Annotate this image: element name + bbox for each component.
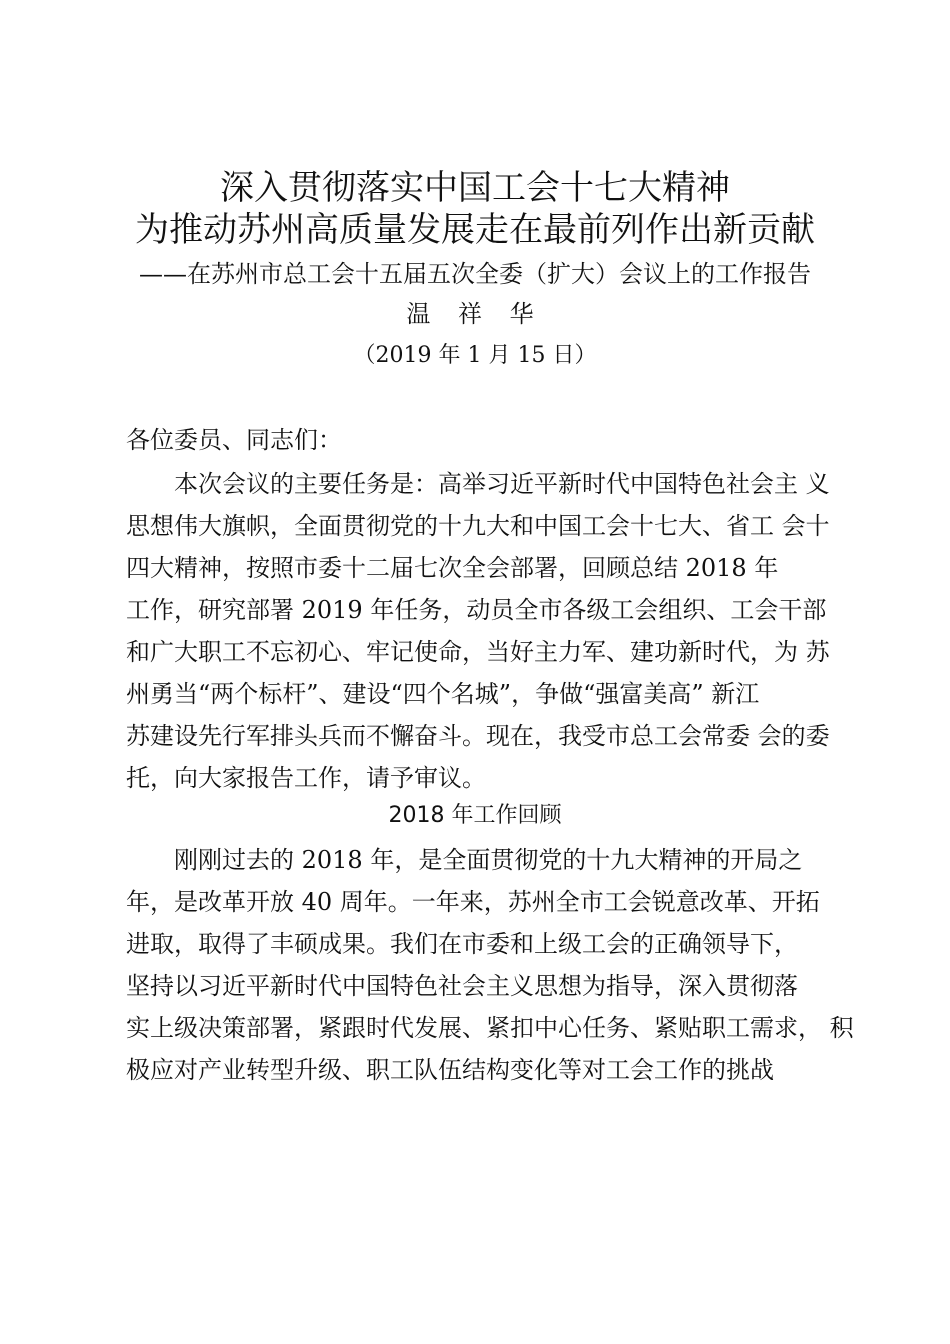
title-line-2: 为推动苏州高质量发展走在最前列作出新贡献 xyxy=(135,210,815,250)
paragraph-line: 州勇当“两个标杆”、建设“四个名城”，争做“强富美高” 新江 xyxy=(126,680,760,708)
paragraph-line: 极应对产业转型升级、职工队伍结构变化等对工会工作的挑战 xyxy=(126,1056,774,1084)
paragraph-line: 和广大职工不忘初心、牢记使命，当好主力军、建功新时代，为 苏 xyxy=(126,638,830,666)
paragraph-line: 四大精神，按照市委十二届七次全会部署，回顾总结 2018 年 xyxy=(126,554,779,582)
paragraph-line: 实上级决策部署，紧跟时代发展、紧扣中心任务、紧贴职工需求， 积 xyxy=(126,1014,854,1042)
report-date: （2019 年 1 月 15 日） xyxy=(353,343,597,368)
title-line-1: 深入贯彻落实中国工会十七大精神 xyxy=(220,168,730,208)
section-heading: 2018 年工作回顾 xyxy=(388,803,562,828)
paragraph-line: 托，向大家报告工作，请予审议。 xyxy=(126,764,486,792)
paragraph-line: 本次会议的主要任务是：高举习近平新时代中国特色社会主 义 xyxy=(174,470,830,498)
paragraph-line: 刚刚过去的 2018 年，是全面贯彻党的十九大精神的开局之 xyxy=(174,846,803,874)
paragraph-line: 坚持以习近平新时代中国特色社会主义思想为指导，深入贯彻落 xyxy=(126,972,798,1000)
author: 温 祥 华 xyxy=(406,300,544,328)
paragraph-line: 思想伟大旗帜，全面贯彻党的十九大和中国工会十七大、省工 会十 xyxy=(126,512,830,540)
salutation: 各位委员、同志们： xyxy=(126,426,342,454)
paragraph-line: 年，是改革开放 40 周年。一年来，苏州全市工会锐意改革、开拓 xyxy=(126,888,820,916)
subtitle: ——在苏州市总工会十五届五次全委（扩大）会议上的工作报告 xyxy=(139,260,811,288)
paragraph-line: 工作，研究部署 2019 年任务，动员全市各级工会组织、工会干部 xyxy=(126,596,827,624)
paragraph-line: 苏建设先行军排头兵而不懈奋斗。现在，我受市总工会常委 会的委 xyxy=(126,722,830,750)
paragraph-line: 进取，取得了丰硕成果。我们在市委和上级工会的正确领导下， xyxy=(126,930,798,958)
